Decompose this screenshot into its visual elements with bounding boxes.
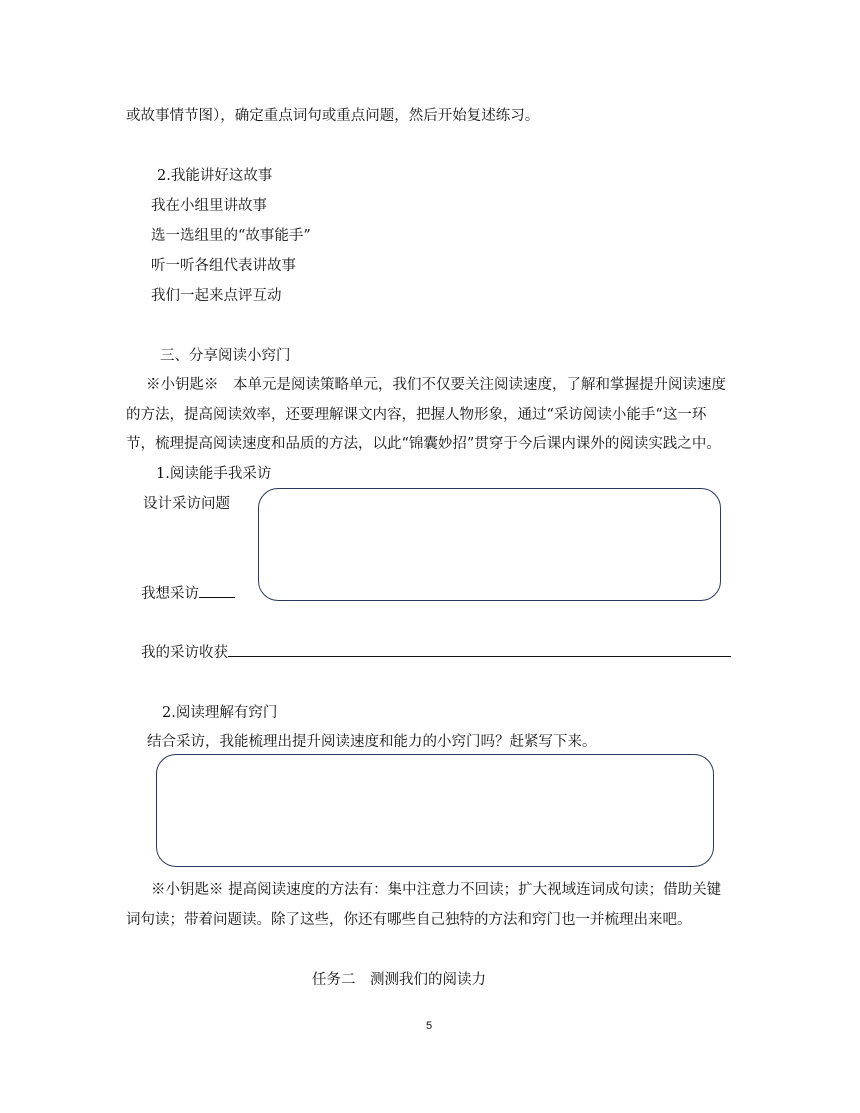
harvest-label: 我的采访收获 <box>141 645 228 661</box>
section2-heading: 2.我能讲好这故事 <box>157 168 273 184</box>
intro-paragraph-tail: 或故事情节图），确定重点词句或重点问题，然后开始复述练习。 <box>126 108 540 124</box>
harvest-row <box>141 642 731 663</box>
section3-heading: 三、分享阅读小窍门 <box>160 348 291 364</box>
task2-title: 任务二 测测我们的阅读力 <box>312 972 486 988</box>
sub2-prompt: 结合采访，我能梳理出提升阅读速度和能力的小窍门吗？赶紧写下来。 <box>147 734 597 750</box>
list-item: 我们一起来点评互动 <box>151 288 282 304</box>
design-questions-label: 设计采访问题 <box>143 496 230 512</box>
interview-target-label: 我想采访 <box>141 586 199 602</box>
key-tip2-line: 词句读；带着问题读。除了这些，你还有哪些自己独特的方法和窍门也一并梳理出来吧。 <box>126 912 692 928</box>
interview-target-row <box>141 583 235 604</box>
list-item: 选一选组里的“故事能手” <box>151 228 311 244</box>
interview-target-blank[interactable] <box>199 583 235 598</box>
interview-questions-box[interactable] <box>258 488 721 601</box>
key-tip-line: 节，梳理提高阅读速度和品质的方法，以此“锦囊妙招”贯穿于今后课内课外的阅读实践之中。 <box>126 436 721 452</box>
page-number: 5 <box>426 1020 433 1032</box>
key-tip2-line: ※小钥匙※ 提高阅读速度的方法有：集中注意力不回读；扩大视域连词成句读；借助关键 <box>151 882 722 898</box>
key-tip-line: ※小钥匙※ 本单元是阅读策略单元，我们不仅要关注阅读速度，了解和掌握提升阅读速度 <box>146 377 726 393</box>
list-item: 听一听各组代表讲故事 <box>151 258 296 274</box>
harvest-blank[interactable] <box>228 642 731 657</box>
sub2-heading: 2.阅读理解有窍门 <box>162 705 278 721</box>
sub1-heading: 1.阅读能手我采访 <box>156 466 272 482</box>
tips-writing-box[interactable] <box>156 754 714 867</box>
list-item: 我在小组里讲故事 <box>151 198 267 214</box>
key-tip-line: 的方法，提高阅读效率，还要理解课文内容，把握人物形象，通过“采访阅读小能手“这一环 <box>126 407 707 423</box>
